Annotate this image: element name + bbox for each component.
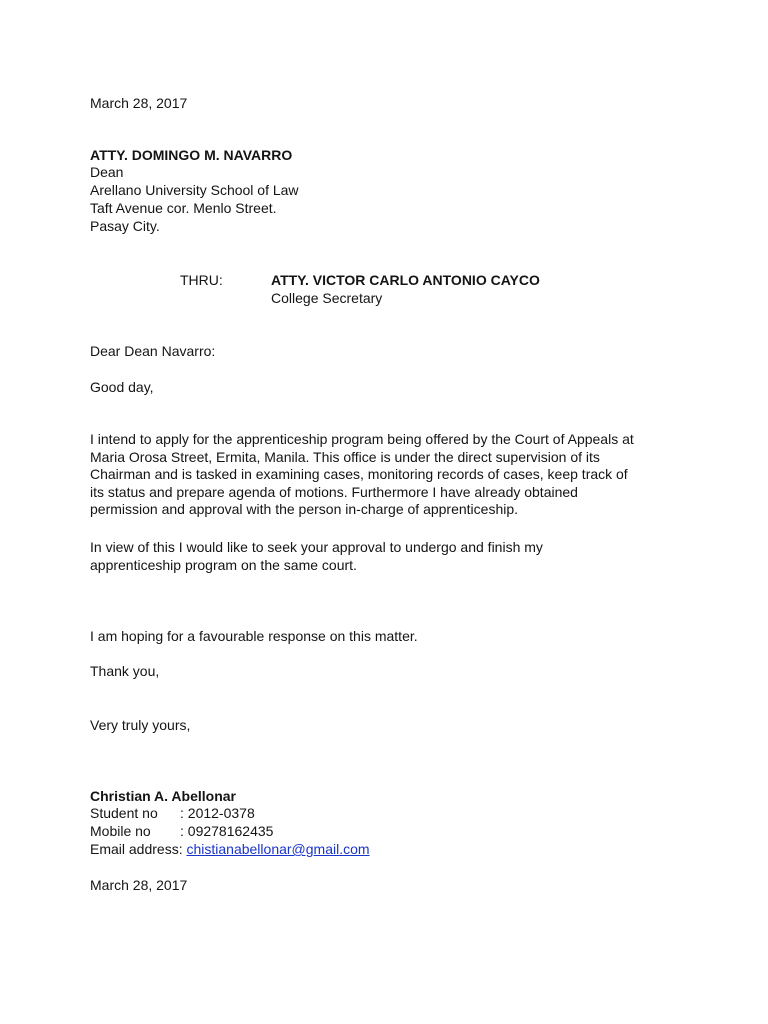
email-link[interactable]: chistianabellonar@gmail.com <box>186 841 370 857</box>
paragraph-1 <box>90 431 690 519</box>
paragraph-1-line: its status and prepare agenda of motions. Furthermore I have already obtained <box>90 483 578 500</box>
date-top: March 28, 2017 <box>90 95 188 111</box>
greeting: Good day, <box>90 379 154 395</box>
paragraph-2-line: In view of this I would like to seek your approval to undergo and finish my <box>90 539 543 555</box>
sender-student-row <box>90 804 255 822</box>
thru-label: THRU: <box>180 272 223 288</box>
recipient-street: Taft Avenue cor. Menlo Street. <box>90 200 277 216</box>
student-value: : 2012-0378 <box>180 805 255 821</box>
paragraph-1-line: Chairman and is tasked in examining cases, monitoring records of cases, keep track of <box>90 466 628 483</box>
email-label: Email address: <box>90 841 183 857</box>
sender-email-row <box>90 840 370 858</box>
thru-title: College Secretary <box>271 290 383 306</box>
recipient-org: Arellano University School of Law <box>90 182 299 198</box>
mobile-label: Mobile no <box>90 823 151 839</box>
sender-mobile-row <box>90 822 273 840</box>
recipient-title: Dean <box>90 164 124 180</box>
closing: Very truly yours, <box>90 717 191 733</box>
student-label: Student no <box>90 805 158 821</box>
paragraph-2 <box>90 539 690 574</box>
thanks: Thank you, <box>90 663 160 679</box>
paragraph-3: I am hoping for a favourable response on this matter. <box>90 628 418 644</box>
paragraph-2-line: apprenticeship program on the same court. <box>90 556 357 573</box>
salutation: Dear Dean Navarro: <box>90 343 216 359</box>
sender-name: Christian A. Abellonar <box>90 788 236 804</box>
paragraph-1-line: permission and approval with the person in-charge of apprenticeship. <box>90 501 519 518</box>
recipient-city: Pasay City. <box>90 218 160 234</box>
mobile-value: : 09278162435 <box>180 823 274 839</box>
paragraph-1-line: I intend to apply for the apprenticeship program being offered by the Court of Appeals at <box>90 431 634 447</box>
paragraph-1-line: Maria Orosa Street, Ermita, Manila. This office is under the direct supervision of its <box>90 448 600 465</box>
thru-name: ATTY. VICTOR CARLO ANTONIO CAYCO <box>271 272 540 288</box>
recipient-name: ATTY. DOMINGO M. NAVARRO <box>90 147 293 163</box>
date-bottom: March 28, 2017 <box>90 877 188 893</box>
